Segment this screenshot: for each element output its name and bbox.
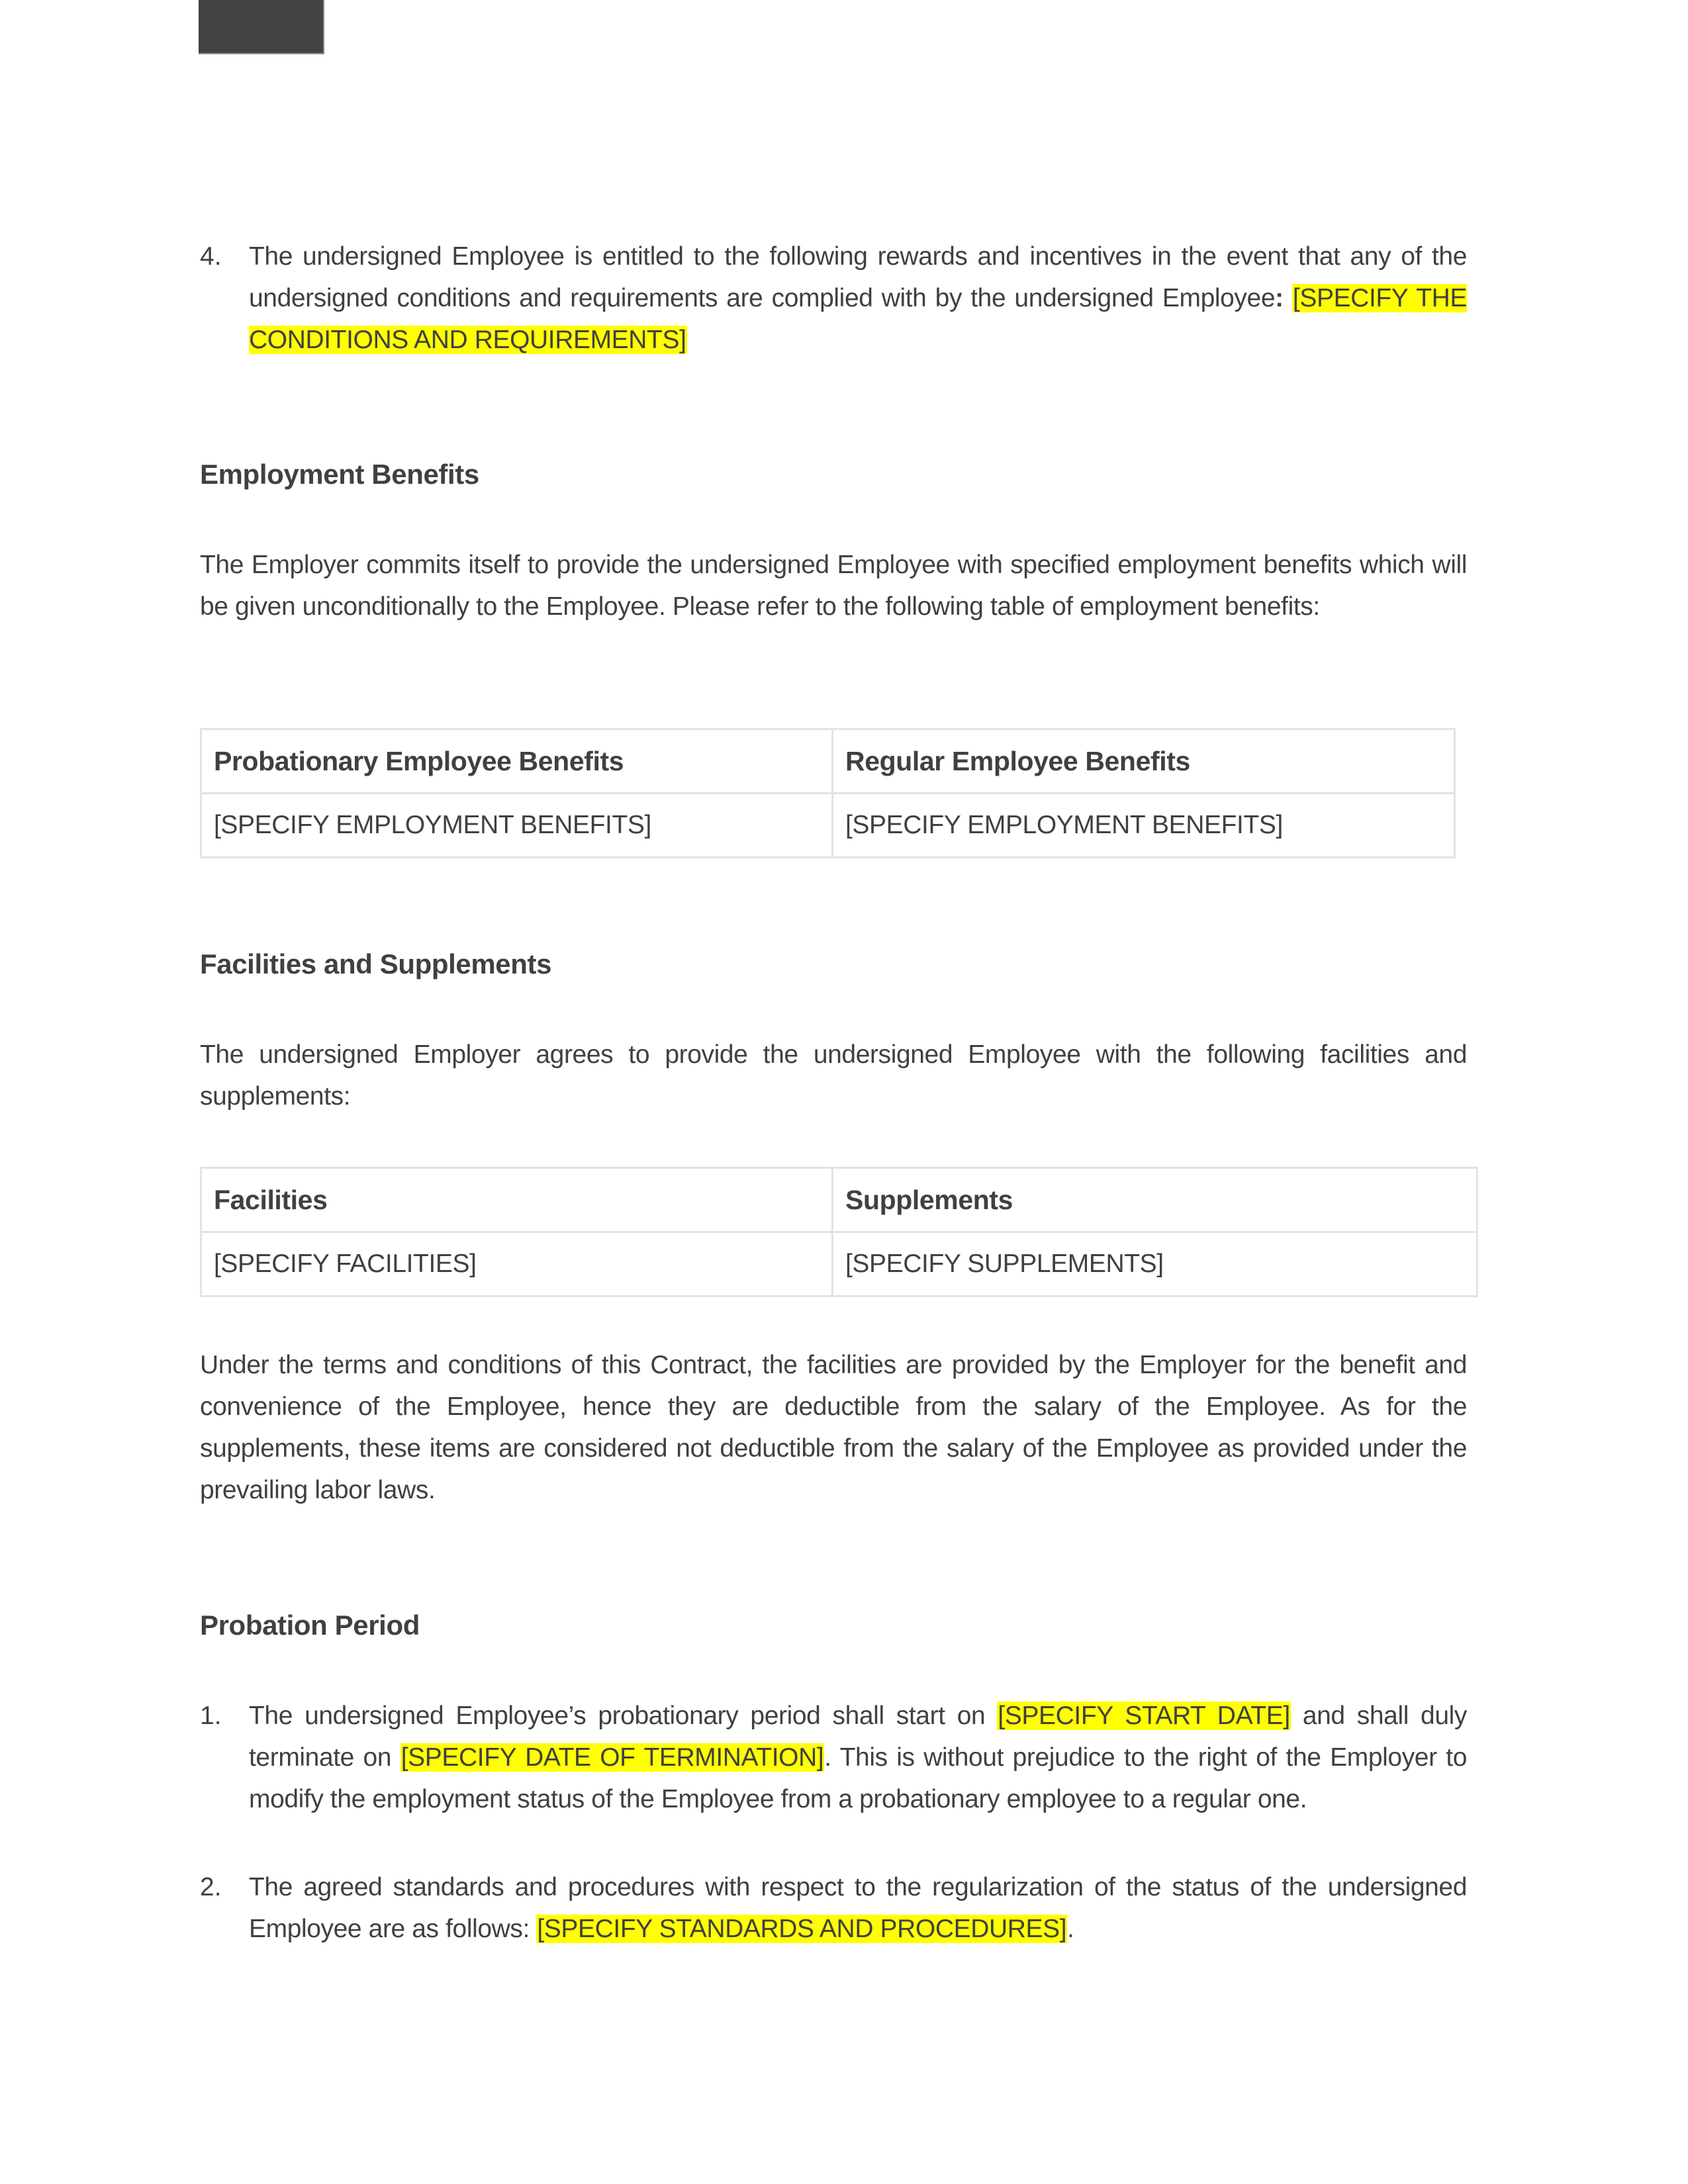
list-number: 1.: [200, 1702, 222, 1730]
facilities-supplements-paragraph: The undersigned Employer agrees to provide the undersigned Employee with the following facilities and supplements:: [200, 1040, 1467, 1111]
table-header-cell: Facilities: [201, 1168, 833, 1232]
table-cell[interactable]: [SPECIFY FACILITIES]: [201, 1232, 833, 1297]
facilities-supplements-note: Under the terms and conditions of this Contract, the facilities are provided by the Employer for the benefit and convenience of the Employee, hence they are deductible from the salary of the Employee. As for the supplements, these items are considered not deductible from the salary of the Employee as provided under the prevailing labor laws.: [200, 1351, 1467, 1504]
standards-procedures-placeholder[interactable]: [SPECIFY STANDARDS AND PROCEDURES]: [537, 1915, 1067, 1943]
table-header-cell: Supplements: [833, 1168, 1477, 1232]
facilities-supplements-table: [200, 1167, 1478, 1297]
employment-benefits-table: [200, 728, 1456, 858]
list-item-text: [249, 1695, 1467, 1820]
conditions-placeholder[interactable]: [SPECIFY THE CONDITIONS AND REQUIREMENTS]: [249, 284, 1467, 354]
table-cell[interactable]: [SPECIFY EMPLOYMENT BENEFITS]: [833, 794, 1455, 858]
rewards-text: The undersigned Employee is entitled to the following rewards and incentives in the event that any of the undersigned conditions and requirements are complied with by the undersigned Employee: [249, 242, 1467, 312]
table-header-row: [201, 1168, 1477, 1232]
text-segment: and shall duly terminate on: [249, 1702, 1467, 1772]
employment-benefits-heading: Employment Benefits: [200, 459, 479, 490]
table-cell[interactable]: [SPECIFY SUPPLEMENTS]: [833, 1232, 1477, 1297]
list-number: 4.: [200, 242, 222, 271]
list-item-text: [249, 1866, 1467, 1950]
start-date-placeholder[interactable]: [SPECIFY START DATE]: [998, 1702, 1290, 1730]
text-segment: The agreed standards and procedures with respect to the regularization of the status of the undersigned Employee are as follows:: [249, 1873, 1467, 1943]
table-row: [201, 1232, 1477, 1297]
probation-list-item: [200, 1695, 1467, 1820]
termination-date-placeholder[interactable]: [SPECIFY DATE OF TERMINATION]: [400, 1743, 824, 1772]
list-number: 2.: [200, 1873, 222, 1901]
text-segment: . This is without prejudice to the right of the Employer to modify the employment status of the Employee from a probationary employee to a regular one.: [249, 1743, 1467, 1813]
table-cell[interactable]: [SPECIFY EMPLOYMENT BENEFITS]: [201, 794, 833, 858]
table-header-cell: Probationary Employee Benefits: [201, 729, 833, 794]
rewards-list-item: [200, 236, 1467, 361]
probation-list-item: [200, 1866, 1467, 1950]
rewards-colon: :: [1275, 284, 1284, 312]
text-segment: The undersigned Employee’s probationary period shall start on: [249, 1702, 998, 1730]
employment-benefits-paragraph: The Employer commits itself to provide the undersigned Employee with specified employment benefits which will be given unconditionally to the Employee. Please refer to the following table of employment benefits:: [200, 551, 1467, 621]
list-item-text: [249, 236, 1467, 361]
probation-period-heading: Probation Period: [200, 1610, 420, 1641]
text-segment: .: [1067, 1915, 1074, 1943]
facilities-supplements-heading: Facilities and Supplements: [200, 948, 552, 979]
table-header-cell: Regular Employee Benefits: [833, 729, 1455, 794]
table-row: [201, 794, 1455, 858]
table-header-row: [201, 729, 1455, 794]
header-logo-block: [199, 0, 324, 54]
